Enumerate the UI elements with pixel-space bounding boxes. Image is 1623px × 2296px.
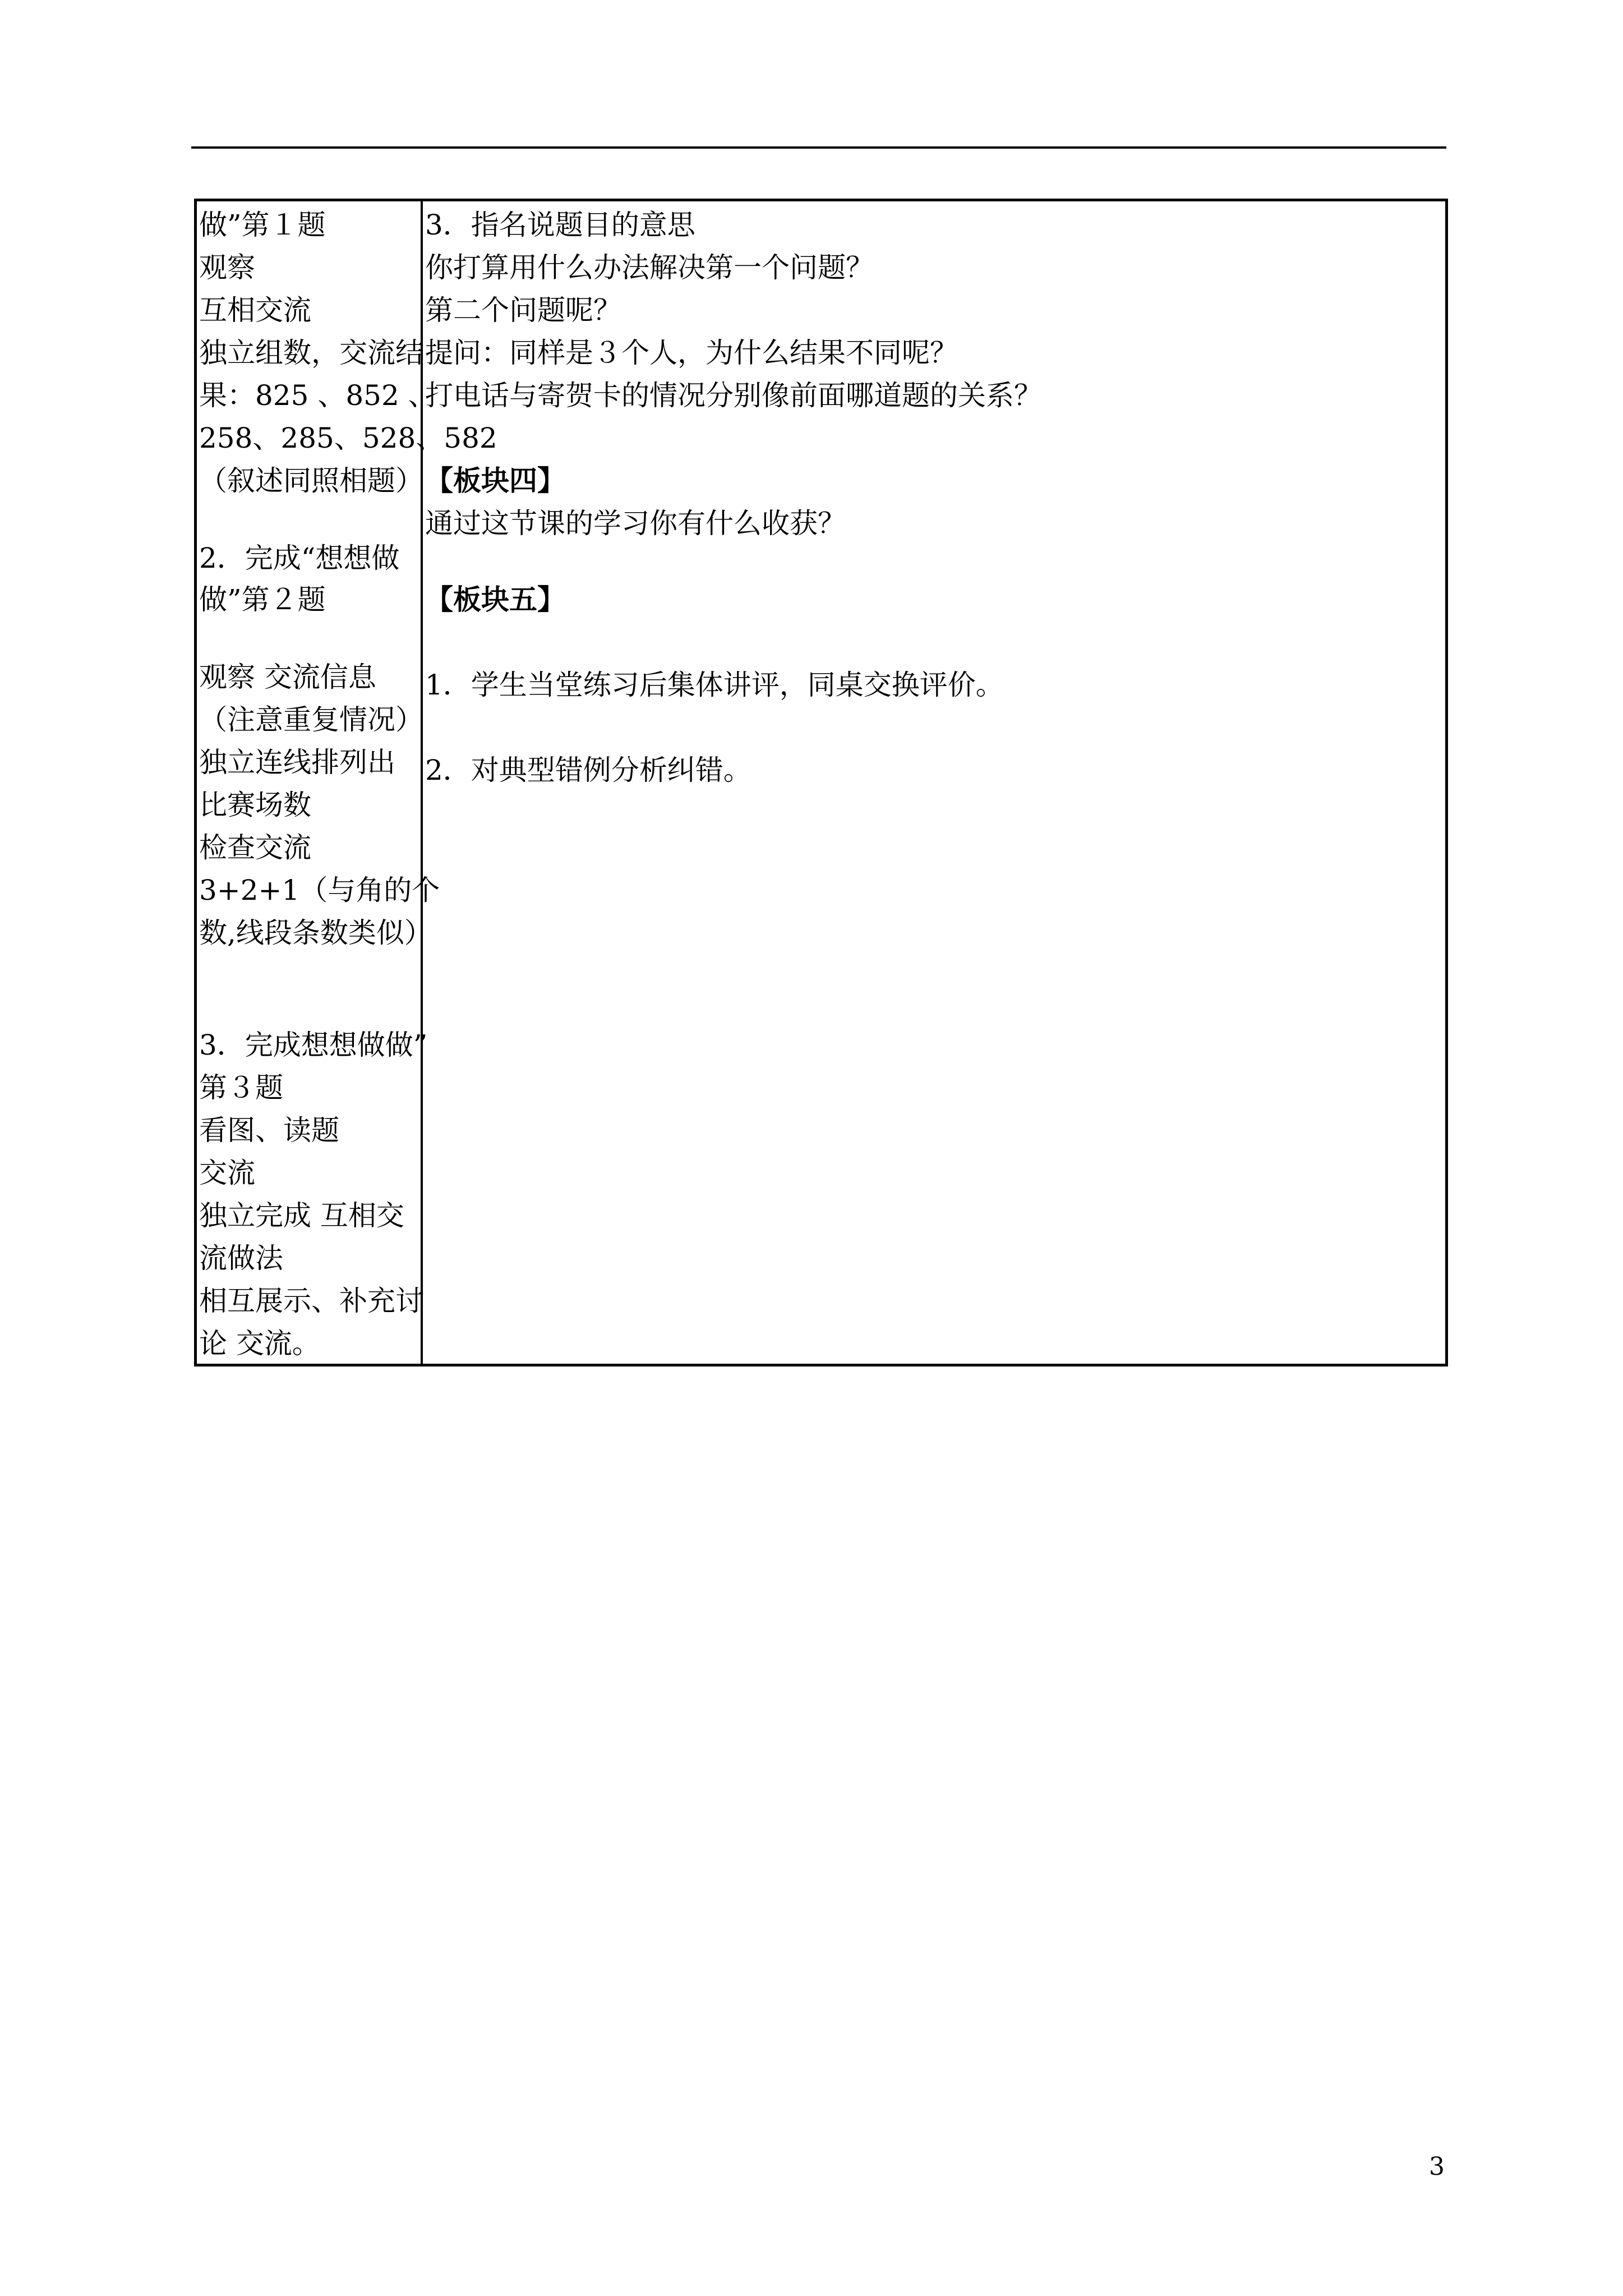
header-rule xyxy=(191,146,1446,149)
left-line: 258、285、528、582 xyxy=(199,422,497,454)
right-line: 通过这节课的学习你有什么收获？ xyxy=(425,507,846,540)
right-line: 2．对典型错例分析纠错。 xyxy=(425,754,751,786)
left-line: 2．完成“想想做 xyxy=(199,542,400,574)
right-line: 1．学生当堂练习后集体讲评，同桌交换评价。 xyxy=(425,669,1004,701)
left-line: 第３题 xyxy=(199,1071,283,1104)
left-line: 观察 xyxy=(199,251,255,284)
left-line: 独立完成 互相交 xyxy=(199,1199,404,1232)
left-line: 看图、读题 xyxy=(199,1114,339,1147)
left-line: 论 交流。 xyxy=(199,1327,320,1360)
left-line: 做”第２题 xyxy=(199,583,326,616)
left-line: 果：825 、852 、 xyxy=(199,379,436,412)
left-line: 数,线段条数类似） xyxy=(199,917,432,949)
section-heading-5: 【板块五】 xyxy=(425,583,565,616)
section-heading-4: 【板块四】 xyxy=(425,464,565,497)
right-line: 3．指名说题目的意思 xyxy=(425,209,695,241)
left-line: 检查交流 xyxy=(199,831,311,864)
right-line: 提问：同样是３个人，为什么结果不同呢？ xyxy=(425,337,958,369)
left-line: 3+2+1（与角的个 xyxy=(199,874,440,907)
left-line: 做”第１题 xyxy=(199,209,326,241)
left-line: 独立组数，交流结 xyxy=(199,337,423,369)
left-line: 相互展示、补充讨 xyxy=(199,1285,423,1317)
left-line: 观察 交流信息 xyxy=(199,661,376,693)
right-line: 你打算用什么办法解决第一个问题？ xyxy=(425,251,874,284)
left-line: （叙述同照相题） xyxy=(199,464,423,497)
left-line: （注意重复情况） xyxy=(199,703,423,736)
left-line: 流做法 xyxy=(199,1242,283,1274)
left-line: 3．完成想想做做” xyxy=(199,1029,428,1061)
left-line: 比赛场数 xyxy=(199,789,311,821)
left-line: 独立连线排列出 xyxy=(199,746,395,779)
right-line: 第二个问题呢？ xyxy=(425,294,621,326)
right-line: 打电话与寄贺卡的情况分别像前面哪道题的关系？ xyxy=(425,379,1042,412)
lesson-table xyxy=(194,199,1448,1366)
teacher-guidance-column xyxy=(423,201,1445,1364)
left-line: 互相交流 xyxy=(199,294,311,326)
page-number: 3 xyxy=(1429,2152,1445,2181)
left-line: 交流 xyxy=(199,1157,255,1189)
